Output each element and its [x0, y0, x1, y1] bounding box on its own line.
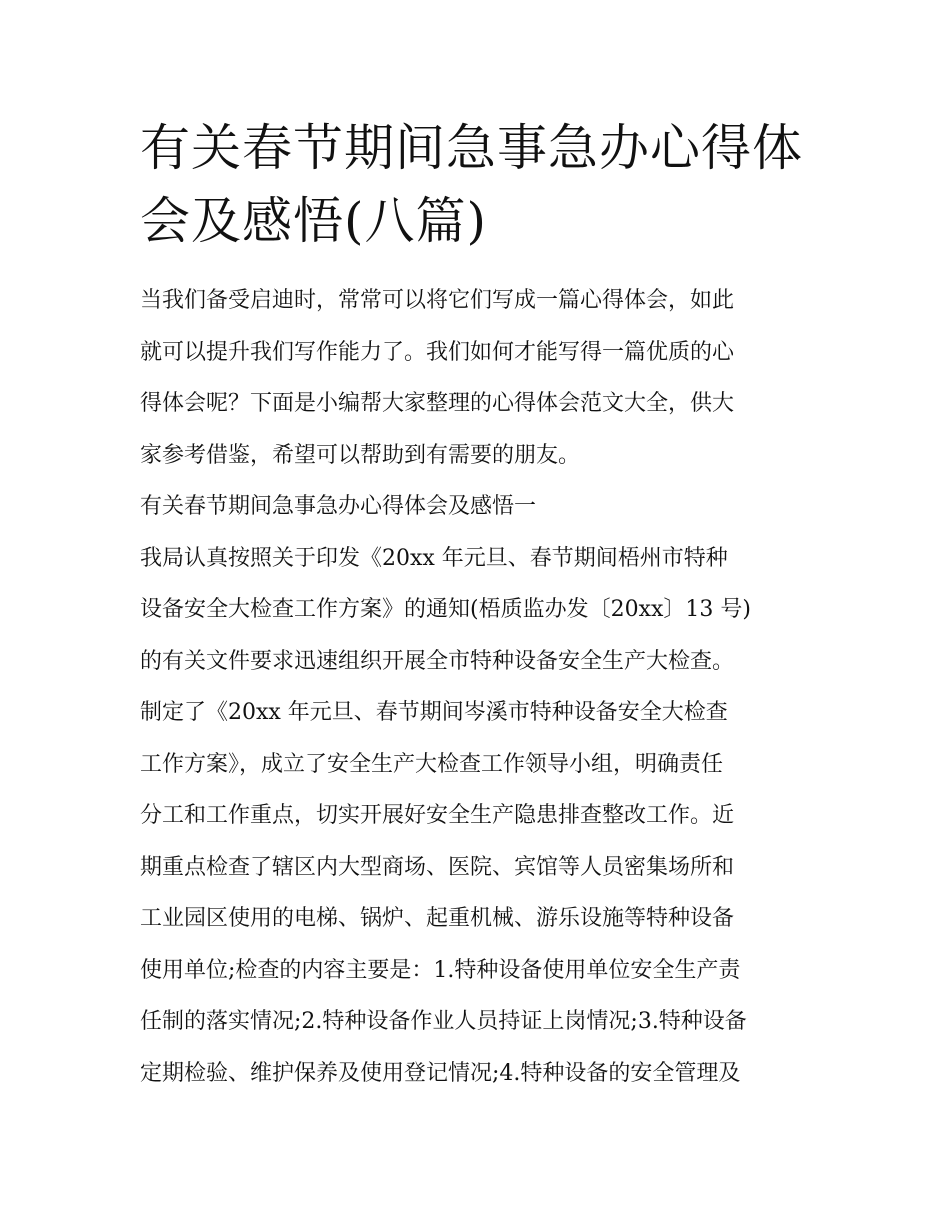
body-line: 设备安全大检查工作方案》的通知(梧质监办发〔20xx〕13 号) [140, 597, 751, 622]
title-line: 会及感悟(八篇) [140, 192, 488, 250]
document-body [140, 275, 820, 1099]
body-line: 我局认真按照关于印发《20xx 年元旦、春节期间梧州市特种 [140, 545, 728, 571]
section-heading: 有关春节期间急事急办心得体会及感悟一 [140, 494, 537, 519]
body-line: 任制的落实情况;2.特种设备作业人员持证上岗情况;3.特种设备 [140, 1009, 747, 1034]
body-line: 制定了《20xx 年元旦、春节期间岑溪市特种设备安全大检查 [140, 700, 728, 725]
body-line: 使用单位;检查的内容主要是：1.特种设备使用单位安全生产责 [140, 957, 741, 983]
body-line: 分工和工作重点，切实开展好安全生产隐患排查整改工作。近 [140, 803, 735, 828]
body-line: 定期检验、维护保养及使用登记情况;4.特种设备的安全管理及 [140, 1060, 741, 1086]
title-line: 有关春节期间急事急办心得体 [140, 119, 803, 177]
body-line: 工作方案》，成立了安全生产大检查工作领导小组，明确责任 [140, 751, 724, 777]
intro-line: 得体会呢？下面是小编帮大家整理的心得体会范文大全，供大 [140, 391, 735, 416]
intro-line: 家参考借鉴，希望可以帮助到有需要的朋友。 [140, 442, 581, 468]
body-line: 工业园区使用的电梯、锅炉、起重机械、游乐设施等特种设备 [140, 906, 735, 931]
intro-line: 就可以提升我们写作能力了。我们如何才能写得一篇优质的心 [140, 339, 735, 365]
document-title [140, 112, 820, 258]
body-line: 期重点检查了辖区内大型商场、医院、宾馆等人员密集场所和 [140, 854, 735, 880]
intro-line: 当我们备受启迪时，常常可以将它们写成一篇心得体会，如此 [140, 288, 735, 313]
body-line: 的有关文件要求迅速组织开展全市特种设备安全生产大检查。 [140, 648, 735, 674]
